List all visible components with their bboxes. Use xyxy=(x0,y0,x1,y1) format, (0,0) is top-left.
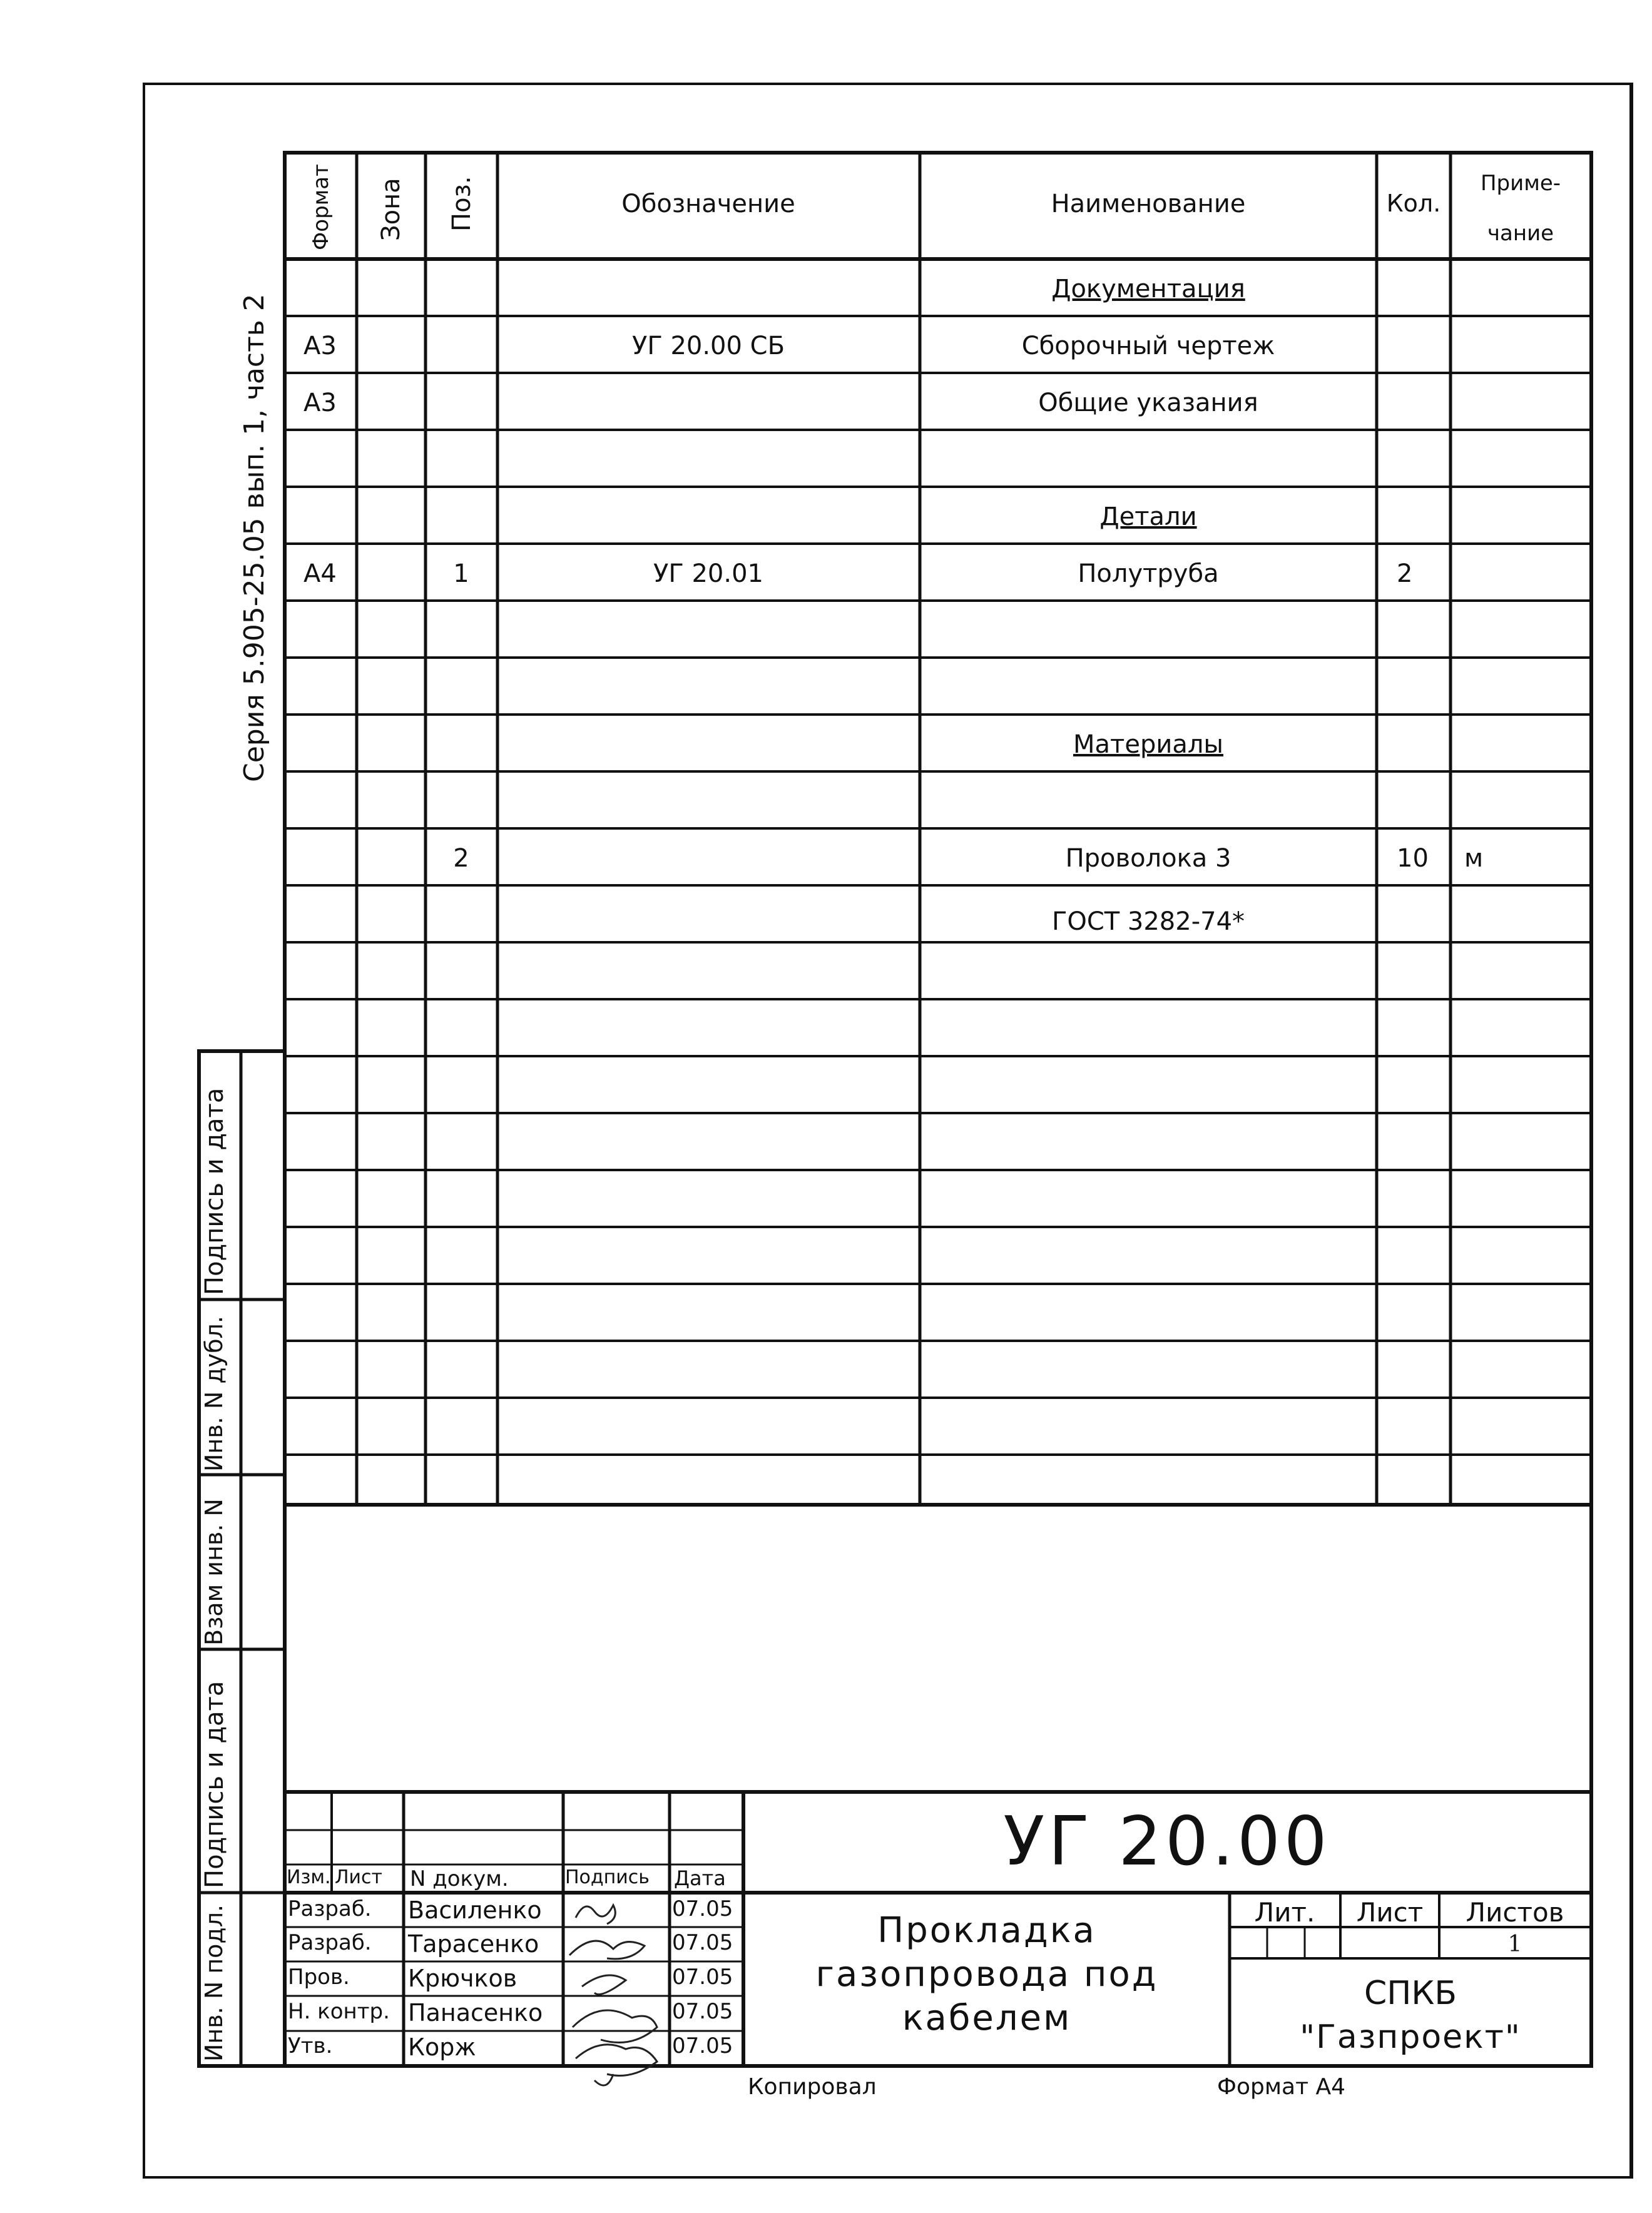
cell-naimenovanie: Проволока 3 xyxy=(1065,844,1231,873)
tb-header-n-dokum: N докум. xyxy=(410,1866,509,1891)
footer-kopiroval: Копировал xyxy=(748,2074,877,2100)
cell-naimenovanie: Сборочный чертеж xyxy=(1021,332,1275,360)
cell-kol: 2 xyxy=(1397,559,1413,588)
signer-role: Н. контр. xyxy=(288,1999,390,2024)
title-line-2: газопровода под xyxy=(815,1954,1158,1995)
list-label: Лист xyxy=(1356,1897,1424,1928)
signer-role: Утв. xyxy=(288,2033,333,2058)
header-naimenovanie: Наименование xyxy=(1051,190,1246,218)
stamp-podpis-data-1: Подпись и дата xyxy=(200,1087,229,1295)
org-line-1: СПКБ xyxy=(1364,1975,1457,2012)
header-primechanie-1: Приме- xyxy=(1480,171,1561,196)
cell-oboznachenie: УГ 20.00 СБ xyxy=(631,332,785,360)
signer-name: Панасенко xyxy=(408,1999,543,2027)
signer-date: 07.05 xyxy=(672,2033,733,2058)
cell-prim: м xyxy=(1464,844,1484,873)
title-line-3: кабелем xyxy=(902,1998,1072,2038)
tb-header-list: Лист xyxy=(335,1866,383,1888)
stamp-vzam-inv: Взам инв. N xyxy=(200,1498,228,1646)
stamp-inv-dubl: Инв. N дубл. xyxy=(200,1316,228,1472)
header-poz: Поз. xyxy=(447,176,476,231)
signer-date: 07.05 xyxy=(672,1965,733,1990)
spec-table-frame xyxy=(285,153,1591,1792)
header-zona: Зона xyxy=(377,178,405,241)
signer-name: Василенко xyxy=(408,1896,542,1924)
signer-role: Пров. xyxy=(288,1965,350,1990)
cell-naimenovanie: Полутруба xyxy=(1078,559,1219,588)
signer-name: Корж xyxy=(408,2033,476,2061)
tb-header-data: Дата xyxy=(674,1866,726,1890)
header-primechanie-2: чание xyxy=(1487,221,1554,246)
stamp-inv-podl: Инв. N подл. xyxy=(200,1904,228,2062)
cell-format: А3 xyxy=(303,389,337,417)
cell-poz: 1 xyxy=(453,559,469,588)
header-format: Формат xyxy=(308,164,334,250)
cell-naimenovanie: ГОСТ 3282-74* xyxy=(1051,907,1245,936)
header-oboznachenie: Обозначение xyxy=(621,190,795,218)
listov-label: Листов xyxy=(1466,1897,1564,1928)
lit-label: Лит. xyxy=(1254,1897,1315,1928)
signer-date: 07.05 xyxy=(672,1999,733,2024)
signer-role: Разраб. xyxy=(288,1896,372,1921)
series-label: Серия 5.905-25.05 вып. 1, часть 2 xyxy=(238,293,270,782)
signer-date: 07.05 xyxy=(672,1896,733,1921)
tb-header-izm: Изм. xyxy=(287,1866,331,1888)
cell-format: А3 xyxy=(303,332,337,360)
org-line-2: "Газпроект" xyxy=(1300,2018,1521,2056)
cell-naimenovanie: Общие указания xyxy=(1038,389,1258,417)
signer-name: Крючков xyxy=(408,1965,518,1992)
signature-scribbles xyxy=(557,1893,682,2093)
footer-format: Формат А4 xyxy=(1217,2074,1346,2100)
cell-oboznachenie: УГ 20.01 xyxy=(653,559,763,588)
header-kol: Кол. xyxy=(1386,190,1441,217)
signer-role: Разраб. xyxy=(288,1930,372,1955)
cell-poz: 2 xyxy=(453,844,469,873)
cell-naimenovanie: Детали xyxy=(1099,502,1197,531)
cell-kol: 10 xyxy=(1397,844,1429,873)
cell-format: А4 xyxy=(303,559,337,588)
stamp-podpis-data-2: Подпись и дата xyxy=(200,1681,229,1888)
signer-date: 07.05 xyxy=(672,1930,733,1955)
cell-naimenovanie: Документация xyxy=(1051,275,1245,303)
designation: УГ 20.00 xyxy=(1003,1803,1331,1881)
signer-name: Тарасенко xyxy=(408,1930,539,1958)
cell-naimenovanie: Материалы xyxy=(1073,730,1223,759)
tb-header-podpis: Подпись xyxy=(565,1866,650,1888)
title-line-1: Прокладка xyxy=(877,1910,1096,1951)
listov-value: 1 xyxy=(1507,1931,1522,1957)
